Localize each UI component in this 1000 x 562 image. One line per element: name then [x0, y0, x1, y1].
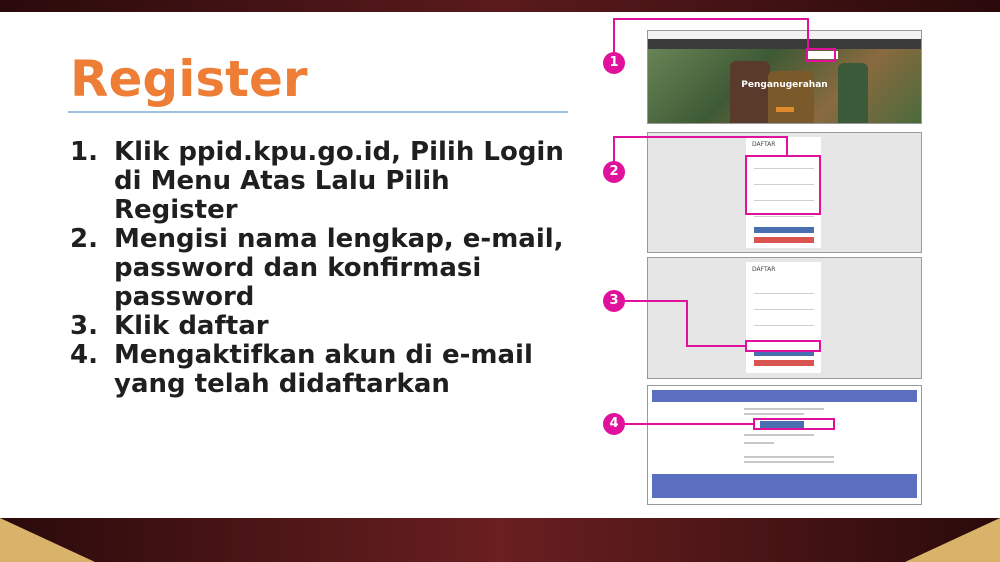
google-register-button — [754, 360, 814, 366]
step-number: 2. — [70, 224, 98, 254]
title-underline — [68, 111, 568, 113]
step-badge-3: 3 — [603, 290, 625, 312]
gold-corner-left — [0, 518, 95, 562]
step-item — [70, 138, 570, 225]
register-button — [754, 227, 814, 233]
form-title: DAFTAR — [752, 141, 776, 148]
connector-line — [686, 345, 746, 347]
steps-list — [70, 138, 570, 399]
email-field — [754, 304, 814, 310]
daftar-button-highlight-box — [745, 340, 821, 352]
form-fields-highlight-box — [745, 155, 821, 215]
step-number: 1. — [70, 137, 98, 167]
register-submit-screenshot — [647, 257, 922, 379]
slide-title: Register — [70, 50, 308, 108]
browser-bar — [648, 31, 921, 39]
register-form — [746, 262, 821, 373]
activation-email-screenshot — [647, 385, 922, 505]
banner-caption: Penganugerahan — [741, 80, 828, 90]
connector-line — [807, 18, 809, 48]
password-field — [754, 320, 814, 326]
email-header-bar — [652, 390, 917, 402]
person-figure — [768, 71, 814, 123]
person-figure — [730, 61, 770, 123]
top-frame-band — [0, 0, 1000, 12]
step-badge-4: 4 — [603, 413, 625, 435]
login-highlight-box — [806, 48, 836, 62]
step-text: Mengaktifkan akun di e-mail yang telah didaftarkan — [114, 340, 533, 399]
connector-line — [686, 300, 688, 346]
step-text: Klik daftar — [114, 311, 269, 341]
google-register-button — [754, 237, 814, 243]
connector-line — [786, 136, 788, 156]
bottom-frame-band — [0, 518, 1000, 562]
form-title: DAFTAR — [752, 266, 776, 273]
connector-line — [613, 136, 787, 138]
step-number: 3. — [70, 311, 98, 341]
step-text: Klik ppid.kpu.go.id, Pilih Login di Menu Atas Lalu Pilih Register — [114, 137, 564, 225]
step-item — [70, 341, 570, 399]
email-text-line — [744, 456, 834, 458]
step-item — [70, 225, 570, 312]
name-field — [754, 288, 814, 294]
step-number: 4. — [70, 340, 98, 370]
person-figure — [838, 63, 868, 123]
step-text: Mengisi nama lengkap, e-mail, password dan konfirmasi password — [114, 224, 564, 312]
email-text-line — [744, 461, 834, 463]
homepage-screenshot — [647, 30, 922, 124]
step-item — [70, 312, 570, 341]
email-text-line — [744, 408, 824, 410]
step-badge-1: 1 — [603, 52, 625, 74]
activate-button-highlight-box — [753, 418, 835, 430]
step-badge-2: 2 — [603, 161, 625, 183]
slide — [0, 12, 1000, 518]
connector-line — [613, 18, 808, 20]
connector-line — [622, 300, 687, 302]
site-nav-bar — [648, 39, 921, 49]
email-text-line — [744, 413, 804, 415]
gold-corner-right — [905, 518, 1000, 562]
email-text-line — [744, 442, 774, 444]
email-footer-bar — [652, 474, 917, 498]
banner-button — [776, 107, 794, 112]
connector-line — [624, 423, 754, 425]
email-text-line — [744, 434, 814, 436]
